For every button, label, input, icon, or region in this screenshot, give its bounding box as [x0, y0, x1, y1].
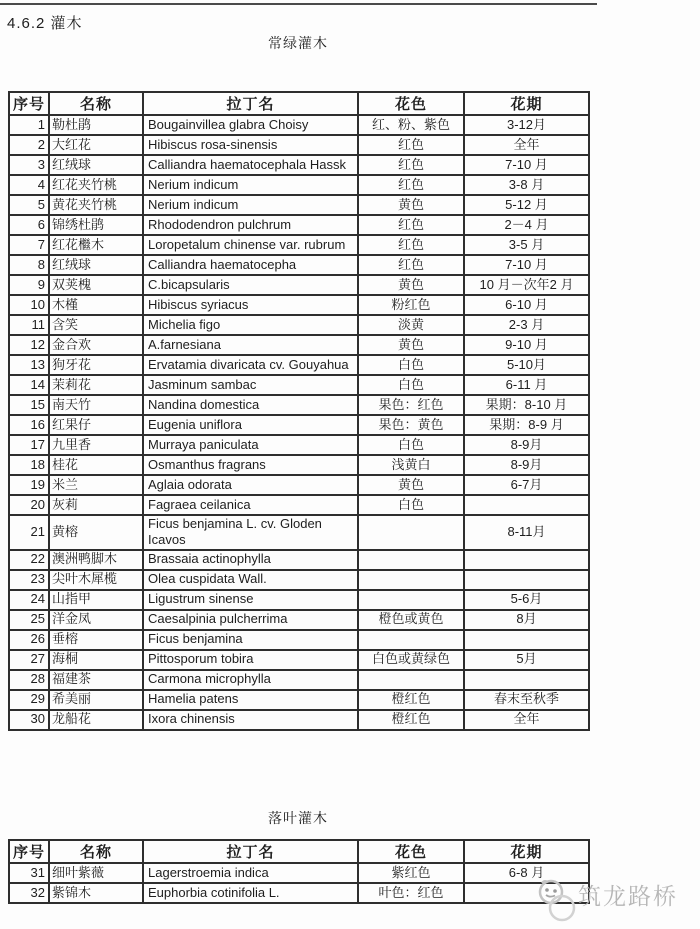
- cell-name: 大红花: [49, 135, 143, 155]
- cell-name: 红果仔: [49, 415, 143, 435]
- cell-flower-color: 橙红色: [358, 710, 464, 730]
- cell-flower-period: 果期：8-10 月: [464, 395, 589, 415]
- cell-index: 26: [9, 630, 49, 650]
- table-row: [9, 515, 589, 550]
- cell-index: 6: [9, 215, 49, 235]
- cell-flower-color: 果色：黄色: [358, 415, 464, 435]
- cell-flower-color: 黄色: [358, 475, 464, 495]
- cell-flower-color: 白色: [358, 375, 464, 395]
- cell-flower-period: 全年: [464, 135, 589, 155]
- cell-latin-name: Jasminum sambac: [143, 375, 358, 395]
- cell-latin-name: Nerium indicum: [143, 175, 358, 195]
- cell-name: 紫锦木: [49, 883, 143, 903]
- cell-name: 希美丽: [49, 690, 143, 710]
- table-row: [9, 355, 589, 375]
- cell-flower-color: 红色: [358, 255, 464, 275]
- cell-flower-color: 黄色: [358, 195, 464, 215]
- cell-flower-color: 橙红色: [358, 690, 464, 710]
- cell-flower-period: 全年: [464, 710, 589, 730]
- cell-latin-name: Carmona microphylla: [143, 670, 358, 690]
- cell-index: 9: [9, 275, 49, 295]
- cell-index: 11: [9, 315, 49, 335]
- table-row: [9, 255, 589, 275]
- table-row: [9, 375, 589, 395]
- cell-flower-period: 5-10月: [464, 355, 589, 375]
- cell-name: 山指甲: [49, 590, 143, 610]
- cell-name: 细叶紫薇: [49, 863, 143, 883]
- cell-flower-period: 6-8 月: [464, 863, 589, 883]
- cell-flower-period: [464, 630, 589, 650]
- cell-name: 红花夹竹桃: [49, 175, 143, 195]
- cell-name: 黄榕: [49, 515, 143, 550]
- cell-flower-color: 果色：红色: [358, 395, 464, 415]
- cell-index: 12: [9, 335, 49, 355]
- cell-index: 10: [9, 295, 49, 315]
- cell-flower-period: 2-3 月: [464, 315, 589, 335]
- cell-name: 红绒球: [49, 255, 143, 275]
- cell-flower-period: 8月: [464, 610, 589, 630]
- table-row: [9, 275, 589, 295]
- cell-flower-period: 2－4 月: [464, 215, 589, 235]
- cell-name: 勒杜鹃: [49, 115, 143, 135]
- table-row: [9, 335, 589, 355]
- cell-flower-period: 6-7月: [464, 475, 589, 495]
- table-row: [9, 650, 589, 670]
- cell-flower-period: [464, 550, 589, 570]
- cell-index: 23: [9, 570, 49, 590]
- cell-index: 13: [9, 355, 49, 375]
- cell-latin-name: Bougainvillea glabra Choisy: [143, 115, 358, 135]
- top-rule: [0, 3, 597, 5]
- cell-flower-color: 粉红色: [358, 295, 464, 315]
- cell-latin-name: Ixora chinensis: [143, 710, 358, 730]
- table-row: [9, 630, 589, 650]
- cell-latin-name: Olea cuspidata Wall.: [143, 570, 358, 590]
- cell-latin-name: Hibiscus rosa-sinensis: [143, 135, 358, 155]
- cell-name: 木槿: [49, 295, 143, 315]
- cell-flower-color: 白色: [358, 435, 464, 455]
- cell-name: 垂榕: [49, 630, 143, 650]
- column-header-flower-period: 花期: [464, 92, 589, 115]
- cell-index: 19: [9, 475, 49, 495]
- cell-index: 2: [9, 135, 49, 155]
- cell-latin-name: Murraya paniculata: [143, 435, 358, 455]
- table-row: [9, 550, 589, 570]
- cell-flower-period: 7-10 月: [464, 255, 589, 275]
- cell-latin-name: Aglaia odorata: [143, 475, 358, 495]
- cell-index: 32: [9, 883, 49, 903]
- cell-name: 海桐: [49, 650, 143, 670]
- cell-flower-color: 紫红色: [358, 863, 464, 883]
- section-heading: 4.6.2 灌木: [7, 15, 83, 32]
- cell-flower-color: 白色: [358, 355, 464, 375]
- cell-name: 黄花夹竹桃: [49, 195, 143, 215]
- cell-flower-period: [464, 570, 589, 590]
- cell-flower-period: 7-10 月: [464, 155, 589, 175]
- cell-flower-color: 淡黄: [358, 315, 464, 335]
- cell-flower-period: 9-10 月: [464, 335, 589, 355]
- cell-flower-period: 8-9月: [464, 455, 589, 475]
- cell-index: 15: [9, 395, 49, 415]
- cell-latin-name: Calliandra haematocepha: [143, 255, 358, 275]
- cell-flower-period: [464, 495, 589, 515]
- cell-latin-name: Ligustrum sinense: [143, 590, 358, 610]
- evergreen-table-title: 常绿灌木: [268, 35, 328, 51]
- cell-latin-name: Brassaia actinophylla: [143, 550, 358, 570]
- cell-flower-color: 叶色：红色: [358, 883, 464, 903]
- cell-name: 狗牙花: [49, 355, 143, 375]
- deciduous-header-row: [9, 840, 589, 863]
- cell-latin-name: Calliandra haematocephala Hassk: [143, 155, 358, 175]
- cell-index: 4: [9, 175, 49, 195]
- cell-name: 红绒球: [49, 155, 143, 175]
- cell-index: 7: [9, 235, 49, 255]
- cell-latin-name: Lagerstroemia indica: [143, 863, 358, 883]
- cell-flower-period: 3-5 月: [464, 235, 589, 255]
- column-header-latin-name: 拉丁名: [143, 92, 358, 115]
- cell-latin-name: Euphorbia cotinifolia L.: [143, 883, 358, 903]
- cell-flower-period: 6-11 月: [464, 375, 589, 395]
- cell-index: 1: [9, 115, 49, 135]
- cell-flower-color: [358, 670, 464, 690]
- cell-flower-period: 3-12月: [464, 115, 589, 135]
- cell-index: 5: [9, 195, 49, 215]
- cell-flower-color: 白色: [358, 495, 464, 515]
- cell-latin-name: Michelia figo: [143, 315, 358, 335]
- cell-flower-color: 红色: [358, 235, 464, 255]
- cell-latin-name: Ervatamia divaricata cv. Gouyahua: [143, 355, 358, 375]
- cell-latin-name: Nandina domestica: [143, 395, 358, 415]
- cell-name: 南天竹: [49, 395, 143, 415]
- cell-name: 米兰: [49, 475, 143, 495]
- cell-flower-color: [358, 550, 464, 570]
- table-row: [9, 570, 589, 590]
- cell-index: 27: [9, 650, 49, 670]
- cell-latin-name: Loropetalum chinense var. rubrum: [143, 235, 358, 255]
- cell-flower-color: [358, 570, 464, 590]
- table-row: [9, 235, 589, 255]
- table-row: [9, 475, 589, 495]
- cell-flower-period: 5月: [464, 650, 589, 670]
- table-row: [9, 415, 589, 435]
- cell-flower-period: 果期：8-9 月: [464, 415, 589, 435]
- cell-index: 24: [9, 590, 49, 610]
- cell-latin-name: Ficus benjamina: [143, 630, 358, 650]
- table-row: [9, 115, 589, 135]
- cell-name: 红花檵木: [49, 235, 143, 255]
- column-header-latin-name: 拉丁名: [143, 840, 358, 863]
- table-row: [9, 395, 589, 415]
- table-row: [9, 155, 589, 175]
- cell-flower-color: [358, 515, 464, 550]
- column-header-name: 名称: [49, 92, 143, 115]
- cell-latin-name: Caesalpinia pulcherrima: [143, 610, 358, 630]
- table-row: [9, 295, 589, 315]
- cell-flower-color: 红色: [358, 155, 464, 175]
- cell-name: 九里香: [49, 435, 143, 455]
- table-row: [9, 315, 589, 335]
- cell-flower-color: [358, 630, 464, 650]
- cell-latin-name: Hibiscus syriacus: [143, 295, 358, 315]
- table-row: [9, 590, 589, 610]
- evergreen-header-row: [9, 92, 589, 115]
- cell-index: 16: [9, 415, 49, 435]
- cell-flower-color: 浅黄白: [358, 455, 464, 475]
- cell-name: 双荚槐: [49, 275, 143, 295]
- cell-name: 茉莉花: [49, 375, 143, 395]
- cell-index: 22: [9, 550, 49, 570]
- column-header-index: 序号: [9, 840, 49, 863]
- column-header-index: 序号: [9, 92, 49, 115]
- table-row: [9, 610, 589, 630]
- deciduous-table-title: 落叶灌木: [268, 810, 328, 826]
- cell-index: 18: [9, 455, 49, 475]
- table-row: [9, 135, 589, 155]
- table-row: [9, 883, 589, 903]
- table-row: [9, 690, 589, 710]
- cell-index: 30: [9, 710, 49, 730]
- cell-name: 桂花: [49, 455, 143, 475]
- cell-index: 17: [9, 435, 49, 455]
- cell-flower-color: 白色或黄绿色: [358, 650, 464, 670]
- table-row: [9, 495, 589, 515]
- cell-index: 20: [9, 495, 49, 515]
- evergreen-table: [8, 91, 590, 731]
- cell-flower-period: [464, 670, 589, 690]
- cell-name: 龙船花: [49, 710, 143, 730]
- cell-flower-color: [358, 590, 464, 610]
- column-header-name: 名称: [49, 840, 143, 863]
- cell-latin-name: Pittosporum tobira: [143, 650, 358, 670]
- cell-flower-color: 红、粉、紫色: [358, 115, 464, 135]
- cell-flower-period: 5-12 月: [464, 195, 589, 215]
- table-row: [9, 175, 589, 195]
- cell-latin-name: C.bicapsularis: [143, 275, 358, 295]
- cell-latin-name: Fagraea ceilanica: [143, 495, 358, 515]
- cell-flower-color: 黄色: [358, 275, 464, 295]
- cell-flower-period: 6-10 月: [464, 295, 589, 315]
- cell-latin-name: Ficus benjamina L. cv. Gloden Icavos: [143, 515, 358, 550]
- cell-latin-name: Rhododendron pulchrum: [143, 215, 358, 235]
- cell-index: 3: [9, 155, 49, 175]
- cell-name: 灰莉: [49, 495, 143, 515]
- table-row: [9, 435, 589, 455]
- cell-index: 31: [9, 863, 49, 883]
- cell-flower-period: 3-8 月: [464, 175, 589, 195]
- column-header-flower-period: 花期: [464, 840, 589, 863]
- cell-flower-color: 红色: [358, 215, 464, 235]
- cell-name: 洋金凤: [49, 610, 143, 630]
- cell-flower-color: 红色: [358, 175, 464, 195]
- cell-flower-color: 红色: [358, 135, 464, 155]
- column-header-flower-color: 花色: [358, 840, 464, 863]
- cell-index: 14: [9, 375, 49, 395]
- cell-latin-name: A.farnesiana: [143, 335, 358, 355]
- cell-flower-period: 8-11月: [464, 515, 589, 550]
- cell-name: 锦绣杜鹃: [49, 215, 143, 235]
- cell-name: 含笑: [49, 315, 143, 335]
- table-row: [9, 710, 589, 730]
- cell-flower-period: 春末至秋季: [464, 690, 589, 710]
- cell-latin-name: Nerium indicum: [143, 195, 358, 215]
- cell-index: 8: [9, 255, 49, 275]
- cell-index: 28: [9, 670, 49, 690]
- cell-name: 福建茶: [49, 670, 143, 690]
- cell-latin-name: Eugenia uniflora: [143, 415, 358, 435]
- cell-flower-color: 黄色: [358, 335, 464, 355]
- cell-latin-name: Osmanthus fragrans: [143, 455, 358, 475]
- cell-name: 尖叶木犀榄: [49, 570, 143, 590]
- column-header-flower-color: 花色: [358, 92, 464, 115]
- cell-flower-period: 10 月－次年2 月: [464, 275, 589, 295]
- cell-name: 金合欢: [49, 335, 143, 355]
- table-row: [9, 215, 589, 235]
- cell-flower-period: 8-9月: [464, 435, 589, 455]
- cell-flower-period: [464, 883, 589, 903]
- cell-flower-period: 5-6月: [464, 590, 589, 610]
- table-row: [9, 670, 589, 690]
- cell-index: 29: [9, 690, 49, 710]
- cell-index: 21: [9, 515, 49, 550]
- watermark-text: 筑龙路桥: [578, 883, 678, 909]
- table-row: [9, 195, 589, 215]
- cell-index: 25: [9, 610, 49, 630]
- table-row: [9, 455, 589, 475]
- cell-flower-color: 橙色或黄色: [358, 610, 464, 630]
- cell-latin-name: Hamelia patens: [143, 690, 358, 710]
- cell-name: 澳洲鸭脚木: [49, 550, 143, 570]
- deciduous-table: [8, 839, 590, 904]
- table-row: [9, 863, 589, 883]
